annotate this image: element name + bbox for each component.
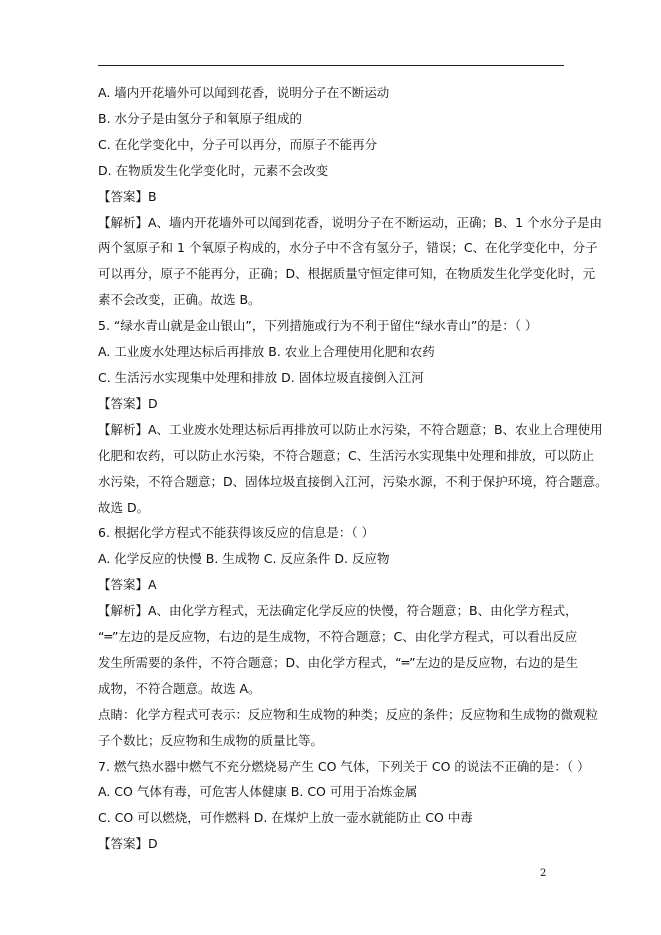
options-row: A. CO 气体有毒，可危害人体健康 B. CO 可用于冶炼金属 [98, 784, 418, 800]
analysis-line: 可以再分，原子不能再分，正确；D、根据质量守恒定律可知，在物质发生化学变化时，元 [98, 266, 596, 282]
analysis-line: 成物，不符合题意。故选 A。 [98, 680, 261, 696]
option-b: B. 水分子是由氢分子和氧原子组成的 [98, 110, 303, 126]
note-line: 点睛：化学方程式可表示：反应物和生成物的种类；反应的条件；反应物和生成物的微观粒 [98, 706, 599, 722]
answer: 【答案】D [98, 836, 158, 852]
question-5: 5. “绿水青山就是金山银山”，下列措施或行为不利于留住“绿水青山”的是：（ ） [98, 318, 538, 334]
analysis-line: 【解析】A、墙内开花墙外可以闻到花香，说明分子在不断运动，正确；B、1 个水分子是由 [98, 214, 603, 230]
option-d: D. 在物质发生化学变化时，元素不会改变 [98, 162, 329, 178]
analysis-line: 【解析】A、工业废水处理达标后再排放可以防止水污染，不符合题意；B、农业上合理使用 [98, 421, 603, 437]
option-c: C. 在化学变化中，分子可以再分，而原子不能再分 [98, 136, 378, 152]
options-row: A. 化学反应的快慢 B. 生成物 C. 反应条件 D. 反应物 [98, 551, 390, 567]
question-7: 7. 燃气热水器中燃气不充分燃烧易产生 CO 气体，下列关于 CO 的说法不正确的是：（ ） [98, 758, 590, 774]
analysis-line: 故选 D。 [98, 499, 150, 515]
analysis-line: 两个氢原子和 1 个氧原子构成的，水分子中不含有氢分子，错误；C、在化学变化中，分子 [98, 240, 598, 256]
options-row: C. CO 可以燃烧，可作燃料 D. 在煤炉上放一壶水就能防止 CO 中毒 [98, 810, 473, 826]
options-row: A. 工业废水处理达标后再排放 B. 农业上合理使用化肥和农药 [98, 344, 435, 360]
header-rule [98, 65, 564, 66]
options-row: C. 生活污水实现集中处理和排放 D. 固体垃圾直接倒入江河 [98, 369, 424, 385]
answer: 【答案】D [98, 395, 158, 411]
answer: 【答案】A [98, 577, 157, 593]
answer: 【答案】B [98, 188, 157, 204]
analysis-line: 水污染，不符合题意；D、固体垃圾直接倒入江河，污染水源，不利于保护环境，符合题意。 [98, 473, 608, 489]
note-line: 子个数比；反应物和生成物的质量比等。 [98, 732, 324, 748]
page-number: 2 [540, 868, 547, 879]
document-body [98, 80, 608, 857]
question-6: 6. 根据化学方程式不能获得该反应的信息是：（ ） [98, 525, 375, 541]
analysis-line: 【解析】A、由化学方程式，无法确定化学反应的快慢，符合题意；B、由化学方程式， [98, 603, 578, 619]
analysis-line: “═”左边的是反应物，右边的是生成物，不符合题意；C、由化学方程式，可以看出反应 [98, 629, 578, 645]
option-a: A. 墙内开花墙外可以闻到花香，说明分子在不断运动 [98, 85, 390, 100]
analysis-line: 发生所需要的条件，不符合题意；D、由化学方程式，“═”左边的是反应物，右边的是生 [98, 654, 579, 670]
analysis-line: 素不会改变，正确。故选 B。 [98, 292, 261, 308]
analysis-line: 化肥和农药，可以防止水污染，不符合题意；C、生活污水实现集中处理和排放，可以防止 [98, 447, 595, 463]
